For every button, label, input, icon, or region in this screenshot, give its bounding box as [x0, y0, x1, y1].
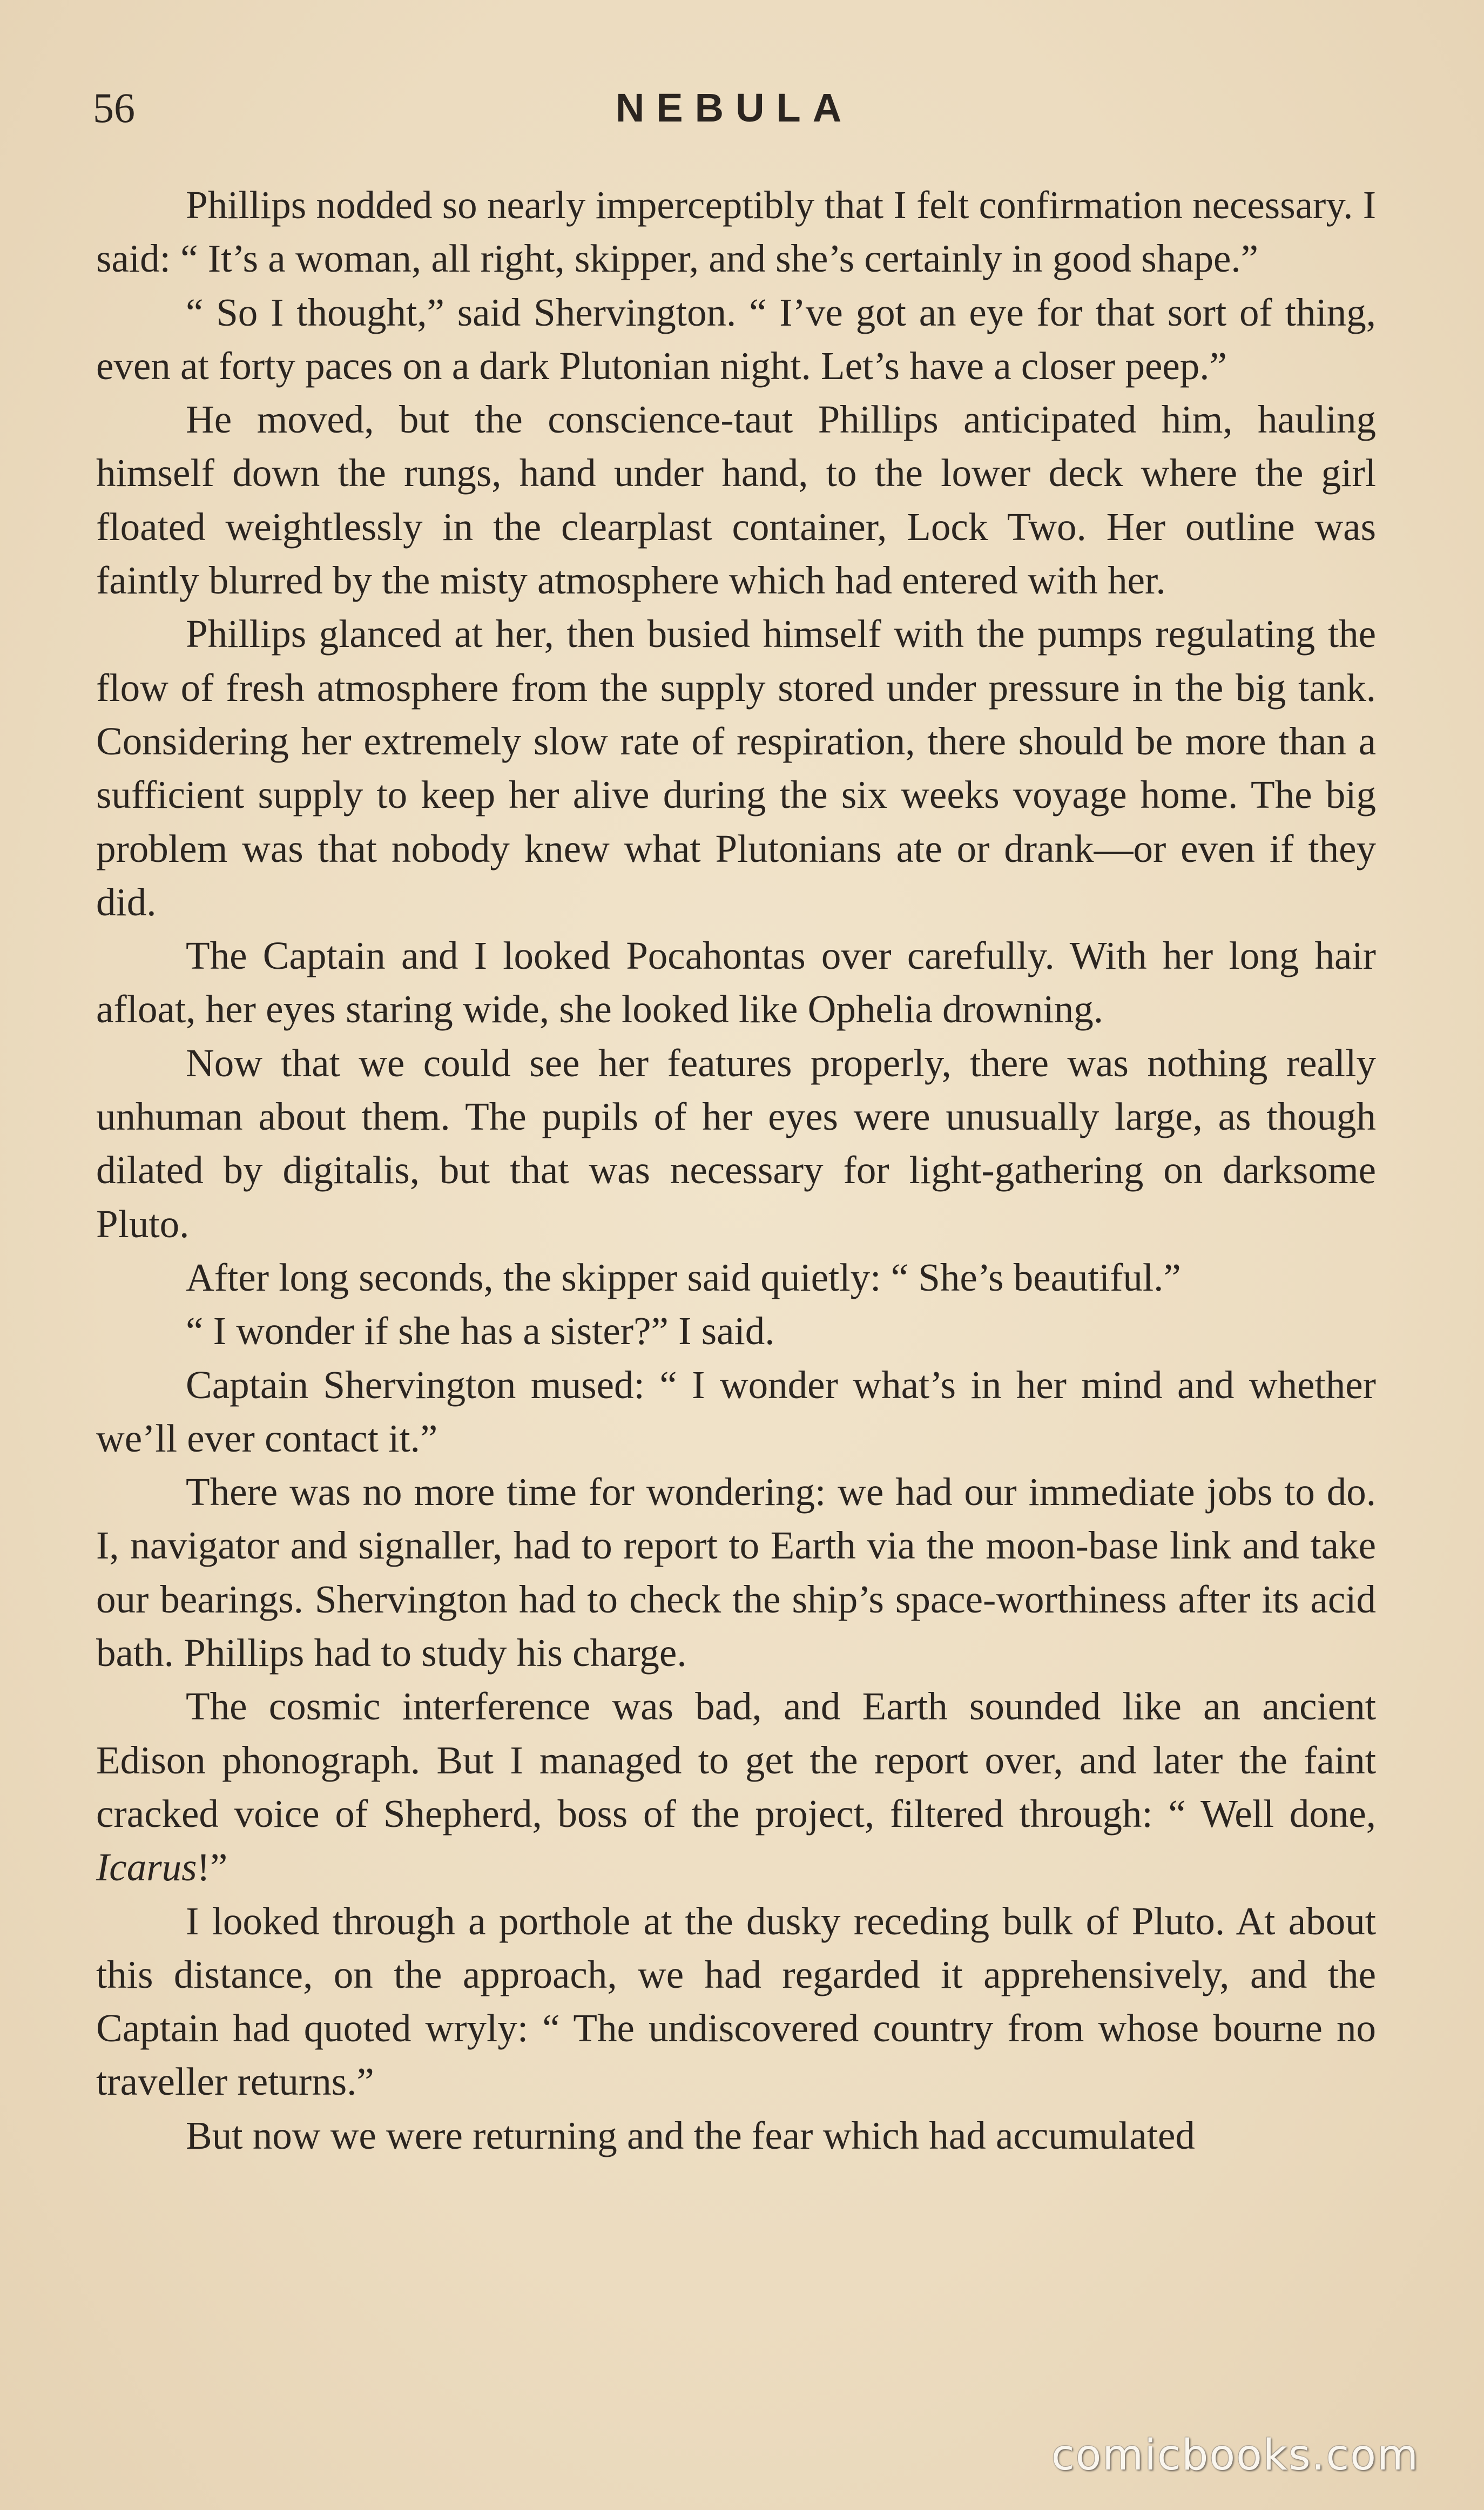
page-header: [93, 76, 1376, 140]
watermark: comicbooks.com: [1051, 2431, 1419, 2480]
paragraph: The Captain and I looked Pocahontas over carefully. With her long hair afloat, her eyes staring wide, she looked like Ophelia drowning.: [96, 934, 1376, 1031]
paragraph: There was no more time for wondering: we had our immediate jobs to do. I, navigator and signaller, had to report to Earth via the moon-base link and take our bearings. Shervington had to check the ship’s space-worthiness after its acid bath. Phillips had to study his charge.: [96, 1470, 1376, 1675]
paragraph: Captain Shervington mused: “ I wonder what’s in her mind and whether we’ll ever contact it.”: [96, 1362, 1376, 1460]
paragraph: Phillips nodded so nearly imperceptibly that I felt confirmation necessary. I said: “ It’s a woman, all right, skipper, and she’s certainly in good shape.”: [96, 183, 1376, 281]
paragraph: “ So I thought,” said Shervington. “ I’ve got an eye for that sort of thing, even at forty paces on a dark Plutonian night. Let’s have a closer peep.”: [96, 290, 1376, 388]
paragraph: He moved, but the conscience-taut Phillips anticipated him, hauling himself down the rungs, hand under hand, to the lower deck where the girl floated weightlessly in the clearplast container, Lock Two. Her outline was faintly blurred by the misty atmosphere which had entered with her.: [96, 397, 1376, 603]
paragraph-text: The cosmic interference was bad, and Earth sounded like an ancient Edison phonograph. But I managed to get the report over, and later the faint cracked voice of Shepherd, boss of the project, filtered through: “ Well done,: [96, 1684, 1376, 1836]
ship-name: Icarus: [96, 1845, 197, 1890]
paragraph-text-end: !”: [197, 1845, 228, 1890]
paragraph: I looked through a porthole at the dusky receding bulk of Pluto. At about this distance, on the approach, we had regarded it apprehensively, and the Captain had quoted wryly: “ The undiscovered country from whose bourne no traveller returns.”: [96, 1899, 1376, 2104]
body-text: [96, 178, 1376, 2162]
paragraph: After long seconds, the skipper said quietly: “ She’s beautiful.”: [186, 1255, 1181, 1299]
page-number: 56: [93, 84, 135, 131]
paragraph: [96, 1679, 1376, 1894]
paragraph: Phillips glanced at her, then busied himself with the pumps regulating the flow of fresh atmosphere from the supply stored under pressure in the big tank. Considering her extremely slow rate of respiration, there should be more than a sufficient supply to keep her alive during the six weeks voyage home. The big problem was that nobody knew what Plutonians ate or drank—or even if they did.: [96, 612, 1376, 924]
paragraph: “ I wonder if she has a sister?” I said.: [186, 1309, 775, 1353]
running-title: NEBULA: [615, 85, 854, 130]
paragraph: Now that we could see her features properly, there was nothing really unhuman about them. The pupils of her eyes were unusually large, as though dilated by digitalis, but that was necessary for light-gathering on darksome Pluto.: [96, 1041, 1376, 1246]
paragraph: But now we were returning and the fear which had accumulated: [186, 2113, 1195, 2157]
